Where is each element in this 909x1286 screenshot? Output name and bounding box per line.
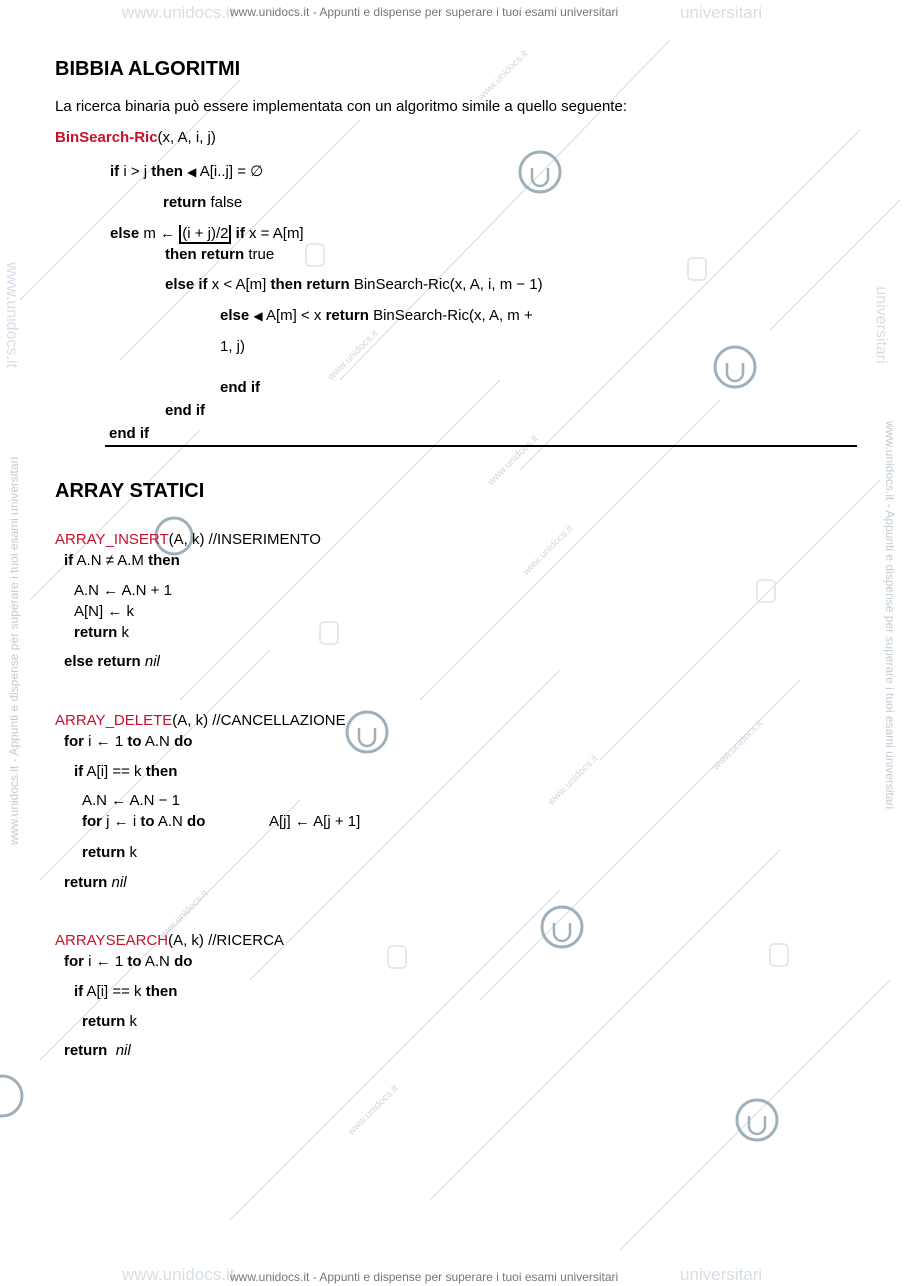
- function-name: ARRAYSEARCH: [55, 932, 169, 949]
- keyword: end if: [165, 402, 205, 419]
- code-text: A[i..j] = ∅: [199, 163, 264, 180]
- keyword: do: [174, 733, 193, 750]
- code-line: [64, 874, 127, 892]
- code-line: [82, 844, 137, 862]
- diagonal-watermark: www.unidocs.it: [520, 523, 576, 578]
- code-line: [220, 338, 245, 356]
- diagonal-watermark: www.unidocs.it: [475, 48, 531, 103]
- code-text: A.N: [157, 813, 183, 830]
- code-text: nil: [115, 1042, 131, 1059]
- keyword: return: [325, 307, 369, 324]
- triangle-left-icon: ◀: [187, 165, 197, 179]
- keyword: if: [74, 763, 84, 780]
- keyword: end if: [220, 379, 260, 396]
- left-side-faint-site: www.unidocs.it: [2, 262, 20, 368]
- intro-paragraph: La ricerca binaria può essere implementata con un algoritmo simile a quello seguente:: [55, 98, 627, 115]
- array-search-signature: [55, 932, 284, 950]
- diagonal-watermark: www.unidocs.it: [345, 1083, 401, 1138]
- diagonal-watermark: www.unidocs.it: [710, 718, 766, 773]
- code-line: [220, 307, 533, 325]
- code-line: [163, 194, 242, 212]
- header-faint-word: universitari: [680, 3, 763, 22]
- array-delete-signature: [55, 712, 346, 730]
- keyword: to: [140, 813, 155, 830]
- keyword: then: [151, 163, 183, 180]
- section-title-bibbia: BIBBIA ALGORITMI: [55, 58, 241, 80]
- keyword: then: [145, 983, 178, 1000]
- array-insert-signature: [55, 531, 321, 549]
- diagonal-watermark: www.unidocs.it: [155, 888, 211, 943]
- keyword: return: [74, 624, 118, 641]
- header-watermark: www.unidocs.it - Appunti e dispense per superare i tuoi esami universitari: [230, 5, 619, 19]
- code-text: k: [129, 844, 138, 861]
- code-line: [64, 1042, 131, 1060]
- code-line: [64, 733, 192, 751]
- code-line: A.N ← A.N + 1: [74, 582, 172, 599]
- keyword: to: [127, 953, 142, 970]
- keyword: do: [174, 953, 193, 970]
- code-line: [110, 163, 263, 181]
- code-text: k: [129, 1013, 138, 1030]
- binsearch-signature: [55, 129, 216, 147]
- function-name: ARRAY_DELETE: [55, 712, 173, 729]
- keyword: if: [74, 983, 84, 1000]
- code-line: [64, 953, 192, 971]
- code-line: [110, 225, 304, 244]
- code-line: [220, 379, 260, 397]
- keyword: if: [64, 552, 74, 569]
- code-text: x = A[m]: [249, 225, 304, 242]
- code-line: [64, 552, 180, 570]
- keyword: return: [64, 874, 108, 891]
- code-text: A.N: [144, 953, 170, 970]
- code-text: k: [121, 624, 130, 641]
- section-title-array-statici: ARRAY STATICI: [55, 480, 205, 502]
- keyword: else: [110, 225, 140, 242]
- code-text: A.N: [144, 733, 170, 750]
- keyword: then return: [270, 276, 350, 293]
- function-args: (A, k) //INSERIMENTO: [168, 531, 321, 548]
- keyword: for: [82, 813, 102, 830]
- keyword: to: [127, 733, 142, 750]
- diagonal-watermark: www.unidocs.it: [485, 433, 541, 488]
- code-line: [74, 763, 177, 781]
- code-text: A[i] == k: [86, 763, 142, 780]
- code-text: true: [248, 246, 275, 263]
- keyword: then: [148, 552, 180, 569]
- code-line: [165, 246, 274, 264]
- keyword: if: [235, 225, 245, 242]
- diagonal-watermark: www.unidocs.it: [325, 328, 381, 383]
- keyword: return: [163, 194, 207, 211]
- code-text: x < A[m]: [211, 276, 267, 293]
- code-text: nil: [144, 653, 160, 670]
- keyword: else return: [64, 653, 141, 670]
- function-name: BinSearch-Ric: [55, 129, 158, 146]
- code-text: false: [210, 194, 243, 211]
- code-line: [74, 624, 129, 642]
- footer-faint-word: universitari: [680, 1265, 763, 1284]
- code-line: A[j] ← A[j + 1]: [269, 813, 361, 830]
- header-faint-site: www.unidocs.it: [122, 3, 235, 22]
- left-side-watermark: www.unidocs.it - Appunti e dispense per superare i tuoi esami universitari: [7, 456, 21, 845]
- code-line: A[N] ← k: [74, 603, 135, 620]
- code-text: i ← 1: [88, 733, 124, 750]
- keyword: if: [110, 163, 120, 180]
- code-line: [74, 983, 177, 1001]
- code-line: [165, 276, 543, 294]
- keyword: return: [64, 1042, 108, 1059]
- code-text: BinSearch-Ric(x, A, m +: [373, 307, 533, 324]
- diagonal-watermark: www.unidocs.it: [545, 753, 601, 808]
- right-side-watermark: www.unidocs.it - Appunti e dispense per superare i tuoi esami universitari: [883, 421, 897, 810]
- code-line: [82, 1013, 137, 1031]
- code-line: [165, 402, 205, 420]
- code-text: BinSearch-Ric(x, A, i, m − 1): [353, 276, 543, 293]
- code-text: nil: [111, 874, 127, 891]
- function-args: (x, A, i, j): [157, 129, 216, 146]
- keyword: else: [220, 307, 250, 324]
- code-line: A.N ← A.N − 1: [82, 792, 180, 809]
- code-text: 1, j): [220, 338, 246, 355]
- footer-watermark: www.unidocs.it - Appunti e dispense per superare i tuoi esami universitari: [230, 1270, 619, 1284]
- keyword: for: [64, 953, 84, 970]
- keyword: do: [187, 813, 206, 830]
- function-args: (A, k) //RICERCA: [168, 932, 284, 949]
- triangle-left-icon: ◀: [253, 309, 263, 323]
- keyword: else if: [165, 276, 208, 293]
- keyword: then: [145, 763, 178, 780]
- footer-faint-site: www.unidocs.it: [122, 1265, 235, 1284]
- keyword: return: [82, 1013, 126, 1030]
- keyword: return: [82, 844, 126, 861]
- right-side-faint-word: universitari: [872, 286, 890, 364]
- function-name: ARRAY_INSERT: [55, 531, 169, 548]
- code-text: A[m] < x: [265, 307, 322, 324]
- code-text: i ← 1: [88, 953, 124, 970]
- keyword: then return: [165, 246, 245, 263]
- code-text: m ←: [143, 225, 176, 242]
- code-line: [82, 813, 205, 831]
- floor-expression: (i + j)/2: [179, 225, 231, 244]
- function-args: (A, k) //CANCELLAZIONE: [172, 712, 346, 729]
- code-text: A.N ≠ A.M: [76, 552, 144, 569]
- code-text: i > j: [123, 163, 148, 180]
- code-line: [64, 653, 160, 671]
- keyword: for: [64, 733, 84, 750]
- code-text: A[i] == k: [86, 983, 142, 1000]
- keyword: end if: [109, 425, 149, 442]
- code-text: j ← i: [106, 813, 137, 830]
- section-divider: [105, 445, 857, 447]
- code-line: [109, 425, 149, 443]
